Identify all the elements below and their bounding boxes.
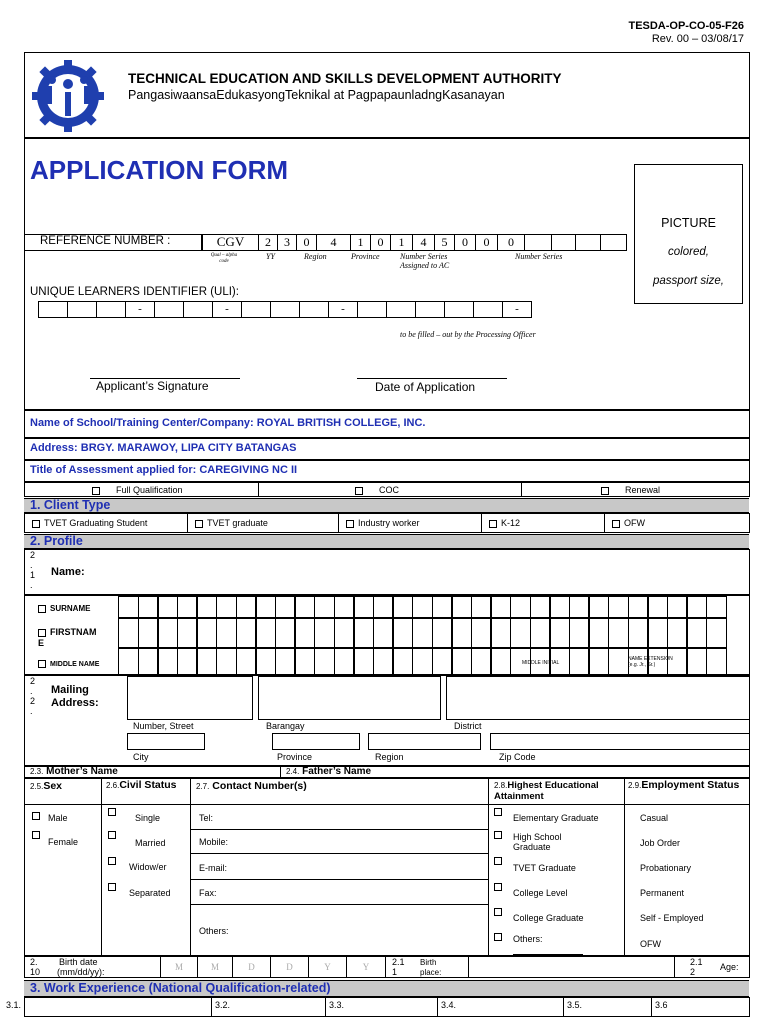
date-line bbox=[357, 378, 507, 379]
profile-name-box bbox=[24, 549, 750, 595]
educ-highschool-option[interactable] bbox=[494, 829, 506, 839]
name-cell[interactable] bbox=[706, 648, 727, 676]
educ-highschool-label: High School Graduate bbox=[513, 832, 562, 852]
school-label: Name of School/Training Center/Company: bbox=[30, 417, 254, 429]
zip-code-label: Zip Code bbox=[499, 752, 536, 762]
checkbox-icon bbox=[494, 908, 502, 916]
name-cell[interactable] bbox=[686, 648, 707, 676]
barangay-label: Barangay bbox=[266, 721, 305, 731]
civil-separated-option[interactable] bbox=[108, 881, 120, 891]
educ-elementary-label: Elementary Graduate bbox=[513, 813, 599, 823]
name-cell[interactable] bbox=[236, 648, 257, 676]
school-line bbox=[30, 417, 425, 429]
age-label: Age: bbox=[720, 962, 739, 972]
name-cell[interactable] bbox=[647, 596, 668, 618]
name-cell[interactable] bbox=[373, 618, 394, 648]
checkbox-icon bbox=[494, 857, 502, 865]
name-cell[interactable] bbox=[294, 596, 315, 618]
assessment-line bbox=[30, 464, 297, 476]
name-cell[interactable] bbox=[549, 618, 570, 648]
option-label: TVET Graduating Student bbox=[44, 518, 148, 528]
civil-married-option[interactable] bbox=[108, 829, 120, 839]
name-cell[interactable] bbox=[196, 648, 217, 676]
option-label: Renewal bbox=[625, 485, 661, 495]
region-label: Region bbox=[375, 752, 404, 762]
client-tvet-graduate[interactable] bbox=[195, 518, 268, 528]
name-cell[interactable] bbox=[471, 648, 492, 676]
birthplace-num: 2.1 1 bbox=[392, 957, 405, 977]
revision-text: Rev. 00 – 03/08/17 bbox=[651, 33, 744, 45]
name-cell[interactable] bbox=[667, 618, 688, 648]
reference-digit-cell[interactable] bbox=[600, 234, 627, 251]
emp-job-order[interactable]: Job Order bbox=[640, 838, 681, 848]
option-label: Industry worker bbox=[358, 518, 420, 528]
name-cell[interactable] bbox=[373, 648, 394, 676]
work-experience-heading: 3. Work Experience (National Qualification-related) bbox=[24, 980, 749, 997]
reference-digit-cell[interactable]: 1 bbox=[350, 234, 371, 251]
birth-date-cell[interactable]: M bbox=[197, 956, 233, 978]
ref-sub-yy: YY bbox=[266, 252, 275, 261]
option-renewal[interactable] bbox=[601, 485, 660, 495]
name-cell[interactable] bbox=[490, 648, 511, 676]
name-cell[interactable] bbox=[686, 618, 707, 648]
uli-cell[interactable] bbox=[299, 301, 329, 318]
ref-sub-province: Province bbox=[351, 252, 380, 261]
city-label: City bbox=[133, 752, 149, 762]
profile-num-21: 2 . 1 . bbox=[30, 550, 36, 590]
educ-college-grad-option[interactable] bbox=[494, 906, 506, 916]
name-cell[interactable] bbox=[118, 618, 139, 648]
reference-digit-cell[interactable]: 0 bbox=[296, 234, 317, 251]
age-num: 2.1 2 bbox=[690, 957, 703, 977]
uli-cell[interactable] bbox=[67, 301, 97, 318]
name-cell[interactable] bbox=[157, 618, 178, 648]
school-value: ROYAL BRITISH COLLEGE, INC. bbox=[256, 417, 426, 429]
name-cell[interactable] bbox=[275, 648, 296, 676]
checkbox-icon bbox=[494, 883, 502, 891]
name-cell[interactable] bbox=[451, 596, 472, 618]
city-input[interactable] bbox=[127, 733, 205, 750]
name-cell[interactable] bbox=[412, 596, 433, 618]
reference-digit-cell[interactable]: 0 bbox=[370, 234, 391, 251]
uli-cell[interactable] bbox=[415, 301, 445, 318]
street-label: Number, Street bbox=[133, 721, 194, 731]
sex-male-option[interactable] bbox=[32, 810, 44, 820]
name-cell[interactable] bbox=[334, 648, 355, 676]
name-cell[interactable] bbox=[392, 648, 413, 676]
name-cell[interactable] bbox=[255, 596, 276, 618]
name-cell[interactable] bbox=[138, 596, 159, 618]
uli-cell[interactable] bbox=[386, 301, 416, 318]
agency-name: TECHNICAL EDUCATION AND SKILLS DEVELOPMENT AUTHORITY bbox=[128, 71, 562, 86]
work-column-label: 3.4. bbox=[441, 1000, 457, 1010]
educ-college-level-option[interactable] bbox=[494, 881, 506, 891]
name-cell[interactable] bbox=[471, 596, 492, 618]
civil-separated-label: Separated bbox=[129, 888, 171, 898]
ref-sub-region: Region bbox=[304, 252, 327, 261]
contact-others[interactable]: Others: bbox=[199, 926, 229, 936]
educ-tvet-label: TVET Graduate bbox=[513, 863, 576, 873]
name-cell[interactable] bbox=[334, 596, 355, 618]
work-column-label: 3.2. bbox=[215, 1000, 231, 1010]
name-cell[interactable] bbox=[334, 618, 355, 648]
barangay-input[interactable] bbox=[258, 676, 441, 720]
contact-fax[interactable]: Fax: bbox=[199, 888, 217, 898]
name-cell[interactable] bbox=[118, 596, 139, 618]
civil-status-heading: 2.6.Civil Status bbox=[106, 779, 177, 791]
uli-cell[interactable]: - bbox=[502, 301, 532, 318]
name-cell[interactable] bbox=[138, 618, 159, 648]
educ-college-level-label: College Level bbox=[513, 888, 568, 898]
tesda-logo bbox=[28, 58, 108, 134]
name-cell[interactable] bbox=[177, 618, 198, 648]
checkbox-icon bbox=[494, 831, 502, 839]
name-cell[interactable] bbox=[314, 648, 335, 676]
name-cell[interactable] bbox=[667, 596, 688, 618]
reference-digit-cell[interactable]: CGV bbox=[202, 234, 259, 251]
name-cell[interactable] bbox=[138, 648, 159, 676]
birth-date-cell[interactable]: D bbox=[232, 956, 271, 978]
name-cell[interactable] bbox=[510, 596, 531, 618]
checkbox-icon bbox=[32, 520, 40, 528]
option-coc[interactable] bbox=[355, 485, 399, 495]
parents-row bbox=[24, 766, 750, 778]
reference-digit-cell[interactable] bbox=[551, 234, 576, 251]
birth-date-cell[interactable]: Y bbox=[308, 956, 347, 978]
checkbox-icon bbox=[355, 487, 363, 495]
name-cell[interactable] bbox=[196, 596, 217, 618]
work-column-label: 3.5. bbox=[567, 1000, 583, 1010]
educ-elementary-option[interactable] bbox=[494, 806, 506, 816]
ref-sub-ns-ac: Number Series Assigned to AC bbox=[400, 252, 450, 270]
employment-heading: 2.9.Employment Status bbox=[628, 779, 740, 791]
emp-probationary[interactable]: Probationary bbox=[640, 863, 692, 873]
client-k12[interactable] bbox=[489, 518, 520, 528]
emp-permanent[interactable]: Permanent bbox=[640, 888, 685, 898]
name-cell[interactable] bbox=[177, 596, 198, 618]
reference-digit-cell[interactable]: 0 bbox=[475, 234, 498, 251]
name-cell[interactable] bbox=[490, 618, 511, 648]
name-cell[interactable] bbox=[569, 618, 590, 648]
sex-male-label: Male bbox=[48, 813, 68, 823]
name-cell[interactable] bbox=[588, 618, 609, 648]
name-cell[interactable] bbox=[373, 596, 394, 618]
region-input[interactable] bbox=[368, 733, 481, 750]
profile-num-22: 2 . 2 . bbox=[30, 676, 36, 716]
name-cell[interactable] bbox=[647, 618, 668, 648]
reference-digit-cell[interactable]: 3 bbox=[277, 234, 297, 251]
name-cell[interactable] bbox=[412, 648, 433, 676]
education-heading: 2.8.Highest Educational Attainment bbox=[494, 780, 599, 802]
checkbox-icon bbox=[32, 812, 40, 820]
picture-line2: passport size, bbox=[653, 275, 724, 287]
reference-label: REFERENCE NUMBER : bbox=[40, 235, 171, 247]
form-title: APPLICATION FORM bbox=[30, 155, 289, 185]
uli-cell[interactable] bbox=[96, 301, 126, 318]
work-column-label: 3.6 bbox=[655, 1000, 668, 1010]
name-label: Name: bbox=[51, 566, 85, 578]
client-ofw[interactable] bbox=[612, 518, 645, 528]
checkbox-icon bbox=[108, 883, 116, 891]
name-cell[interactable] bbox=[569, 648, 590, 676]
name-cell[interactable] bbox=[706, 596, 727, 618]
district-label: District bbox=[454, 721, 482, 731]
name-cell[interactable] bbox=[294, 648, 315, 676]
checkbox-icon bbox=[108, 857, 116, 865]
emp-ofw[interactable]: OFW bbox=[640, 939, 661, 949]
contact-heading: 2.7. Contact Number(s) bbox=[196, 780, 307, 792]
name-cell[interactable] bbox=[275, 618, 296, 648]
name-cell[interactable] bbox=[157, 596, 178, 618]
name-cell[interactable] bbox=[608, 618, 629, 648]
option-label: OFW bbox=[624, 518, 645, 528]
assessment-value: CAREGIVING NC II bbox=[199, 464, 298, 476]
name-cell[interactable] bbox=[255, 618, 276, 648]
name-cell[interactable] bbox=[118, 648, 139, 676]
educ-others-label: Others: bbox=[513, 934, 543, 944]
checkbox-icon bbox=[38, 629, 46, 637]
uli-label: UNIQUE LEARNERS IDENTIFIER (ULI): bbox=[30, 286, 239, 298]
name-cell[interactable] bbox=[294, 618, 315, 648]
sex-female-option[interactable] bbox=[32, 829, 44, 839]
contact-mobile[interactable]: Mobile: bbox=[199, 837, 229, 847]
reference-digit-cell[interactable]: 0 bbox=[497, 234, 525, 251]
checkbox-icon bbox=[489, 520, 497, 528]
name-cell[interactable] bbox=[216, 648, 237, 676]
name-cell[interactable] bbox=[353, 618, 374, 648]
reference-digit-cell[interactable] bbox=[524, 234, 552, 251]
province-input[interactable] bbox=[272, 733, 360, 750]
name-cell[interactable] bbox=[216, 596, 237, 618]
signature-label: Applicant’s Signature bbox=[96, 379, 209, 393]
reference-digit-cell[interactable]: 2 bbox=[258, 234, 278, 251]
processing-note: to be filled – out by the Processing Officer bbox=[400, 330, 536, 339]
name-cell[interactable] bbox=[157, 648, 178, 676]
uli-cell[interactable] bbox=[241, 301, 271, 318]
checkbox-icon bbox=[346, 520, 354, 528]
name-cell[interactable] bbox=[353, 648, 374, 676]
name-cell[interactable] bbox=[392, 596, 413, 618]
option-label: TVET graduate bbox=[207, 518, 268, 528]
name-cell[interactable] bbox=[432, 596, 453, 618]
name-cell[interactable] bbox=[530, 618, 551, 648]
civil-widow-option[interactable] bbox=[108, 855, 120, 865]
date-label: Date of Application bbox=[375, 380, 476, 394]
birth-date-cell[interactable]: M bbox=[160, 956, 198, 978]
mailing-address-label: Mailing Address: bbox=[51, 684, 99, 709]
name-cell[interactable] bbox=[432, 648, 453, 676]
reference-digit-cell[interactable] bbox=[575, 234, 601, 251]
civil-widow-label: Widow/er bbox=[129, 862, 167, 872]
name-cell[interactable] bbox=[314, 618, 335, 648]
reference-digit-cell[interactable]: 1 bbox=[390, 234, 413, 251]
checkbox-icon bbox=[32, 831, 40, 839]
address-label: Address: bbox=[30, 442, 78, 454]
name-cell[interactable] bbox=[451, 618, 472, 648]
name-cell[interactable] bbox=[451, 648, 472, 676]
checkbox-icon bbox=[494, 933, 502, 941]
work-column-label: 3.3. bbox=[329, 1000, 345, 1010]
name-cell[interactable] bbox=[530, 596, 551, 618]
client-industry-worker[interactable] bbox=[346, 518, 420, 528]
birthplace-input[interactable] bbox=[468, 956, 675, 978]
work-column-label: 3.1. bbox=[6, 1000, 22, 1010]
contact-tel[interactable]: Tel: bbox=[199, 813, 214, 823]
ref-sub-ns: Number Series bbox=[515, 252, 563, 261]
name-cell[interactable] bbox=[608, 596, 629, 618]
name-cell[interactable] bbox=[510, 618, 531, 648]
emp-casual[interactable]: Casual bbox=[640, 813, 669, 823]
uli-cell[interactable] bbox=[154, 301, 184, 318]
name-cell[interactable] bbox=[236, 596, 257, 618]
checkbox-icon bbox=[38, 605, 46, 613]
father-name-field[interactable]: 2.4. Father’s Name bbox=[286, 766, 372, 777]
birth-date-cell[interactable]: Y bbox=[346, 956, 386, 978]
option-label: COC bbox=[379, 485, 399, 495]
agency-name-filipino: PangasiwaansaEdukasyongTeknikal at PagpapaunladngKasanayan bbox=[128, 88, 505, 102]
option-label: K-12 bbox=[501, 518, 521, 528]
sex-heading: 2.5.Sex bbox=[30, 780, 63, 792]
address-line bbox=[30, 442, 296, 454]
checkbox-icon bbox=[601, 487, 609, 495]
province-label: Province bbox=[277, 752, 313, 762]
uli-cell[interactable] bbox=[38, 301, 68, 318]
name-cell[interactable] bbox=[628, 618, 649, 648]
name-cell[interactable] bbox=[353, 596, 374, 618]
uli-cell[interactable]: - bbox=[328, 301, 358, 318]
educ-college-grad-label: College Graduate bbox=[513, 913, 584, 923]
uli-cell[interactable] bbox=[270, 301, 300, 318]
birth-label: Birth date (mm/dd/yy): bbox=[57, 957, 105, 977]
name-cell[interactable] bbox=[412, 618, 433, 648]
birth-date-cell[interactable]: D bbox=[270, 956, 309, 978]
firstname-field-label: FIRSTNAM E bbox=[38, 627, 97, 648]
name-cell[interactable] bbox=[490, 596, 511, 618]
assessment-label: Title of Assessment applied for: bbox=[30, 464, 197, 476]
educ-tvet-option[interactable] bbox=[494, 855, 506, 865]
contact-email[interactable]: E-mail: bbox=[199, 863, 228, 873]
reference-digit-cell[interactable]: 4 bbox=[412, 234, 435, 251]
civil-single-option[interactable] bbox=[108, 806, 120, 816]
emp-self-employed[interactable]: Self - Employed bbox=[640, 913, 704, 923]
name-cell[interactable] bbox=[255, 648, 276, 676]
document-code: TESDA-OP-CO-05-F26 bbox=[628, 20, 744, 32]
uli-cell[interactable] bbox=[357, 301, 387, 318]
district-input[interactable] bbox=[446, 676, 750, 720]
uli-cell[interactable] bbox=[183, 301, 213, 318]
name-cell[interactable] bbox=[569, 596, 590, 618]
civil-single-label: Single bbox=[135, 813, 161, 823]
middlename-field-label: MIDDLE NAME bbox=[38, 660, 99, 668]
mother-name-field[interactable]: 2.3. Mother’s Name bbox=[30, 766, 118, 777]
sex-female-label: Female bbox=[48, 837, 79, 847]
option-full-qualification[interactable] bbox=[92, 485, 183, 495]
address-value: BRGY. MARAWOY, LIPA CITY BATANGAS bbox=[80, 442, 297, 454]
picture-title: PICTURE bbox=[661, 216, 716, 230]
educ-others-option[interactable] bbox=[494, 931, 506, 941]
name-cell[interactable] bbox=[686, 596, 707, 618]
option-label: Full Qualification bbox=[116, 485, 183, 495]
street-input[interactable] bbox=[127, 676, 253, 720]
checkbox-icon bbox=[494, 808, 502, 816]
uli-cell[interactable]: - bbox=[125, 301, 155, 318]
surname-field-label: SURNAME bbox=[38, 604, 90, 613]
name-cell[interactable] bbox=[196, 618, 217, 648]
reference-digit-cell[interactable]: 0 bbox=[454, 234, 476, 251]
name-cell[interactable] bbox=[549, 596, 570, 618]
profile-heading: 2. Profile bbox=[24, 534, 749, 549]
name-cell[interactable] bbox=[392, 618, 413, 648]
name-cell[interactable] bbox=[608, 648, 629, 676]
name-cell[interactable] bbox=[628, 596, 649, 618]
checkbox-icon bbox=[108, 808, 116, 816]
middle-initial-label: MIDDLE INITIAL bbox=[522, 660, 560, 666]
ref-sub-qual: Qual – alpha code bbox=[210, 253, 238, 264]
picture-line1: colored, bbox=[668, 246, 709, 258]
checkbox-icon bbox=[195, 520, 203, 528]
name-cell[interactable] bbox=[588, 648, 609, 676]
checkbox-icon bbox=[38, 660, 46, 668]
birthplace-label: Birth place: bbox=[420, 958, 442, 977]
work-columns-row bbox=[24, 997, 750, 1017]
name-cell[interactable] bbox=[471, 618, 492, 648]
checkbox-icon bbox=[108, 831, 116, 839]
birth-num: 2. 10 bbox=[30, 957, 41, 977]
uli-cell[interactable] bbox=[444, 301, 474, 318]
client-type-heading: 1. Client Type bbox=[24, 498, 749, 513]
name-extension-label: NAME EXTENSION (e.g. Jr., Sr.) bbox=[628, 656, 673, 668]
uli-cell[interactable] bbox=[473, 301, 503, 318]
reference-digit-cell[interactable]: 4 bbox=[316, 234, 351, 251]
name-cell[interactable] bbox=[216, 618, 237, 648]
uli-cell[interactable]: - bbox=[212, 301, 242, 318]
checkbox-icon bbox=[612, 520, 620, 528]
name-cell[interactable] bbox=[275, 596, 296, 618]
reference-digit-cell[interactable]: 5 bbox=[434, 234, 455, 251]
name-cell[interactable] bbox=[588, 596, 609, 618]
name-cell[interactable] bbox=[236, 618, 257, 648]
zip-code-input[interactable] bbox=[490, 733, 750, 750]
name-cell[interactable] bbox=[432, 618, 453, 648]
checkbox-icon bbox=[92, 487, 100, 495]
name-cell[interactable] bbox=[314, 596, 335, 618]
name-cell[interactable] bbox=[177, 648, 198, 676]
client-tvet-graduating[interactable] bbox=[32, 518, 147, 528]
civil-married-label: Married bbox=[135, 838, 166, 848]
name-cell[interactable] bbox=[706, 618, 727, 648]
